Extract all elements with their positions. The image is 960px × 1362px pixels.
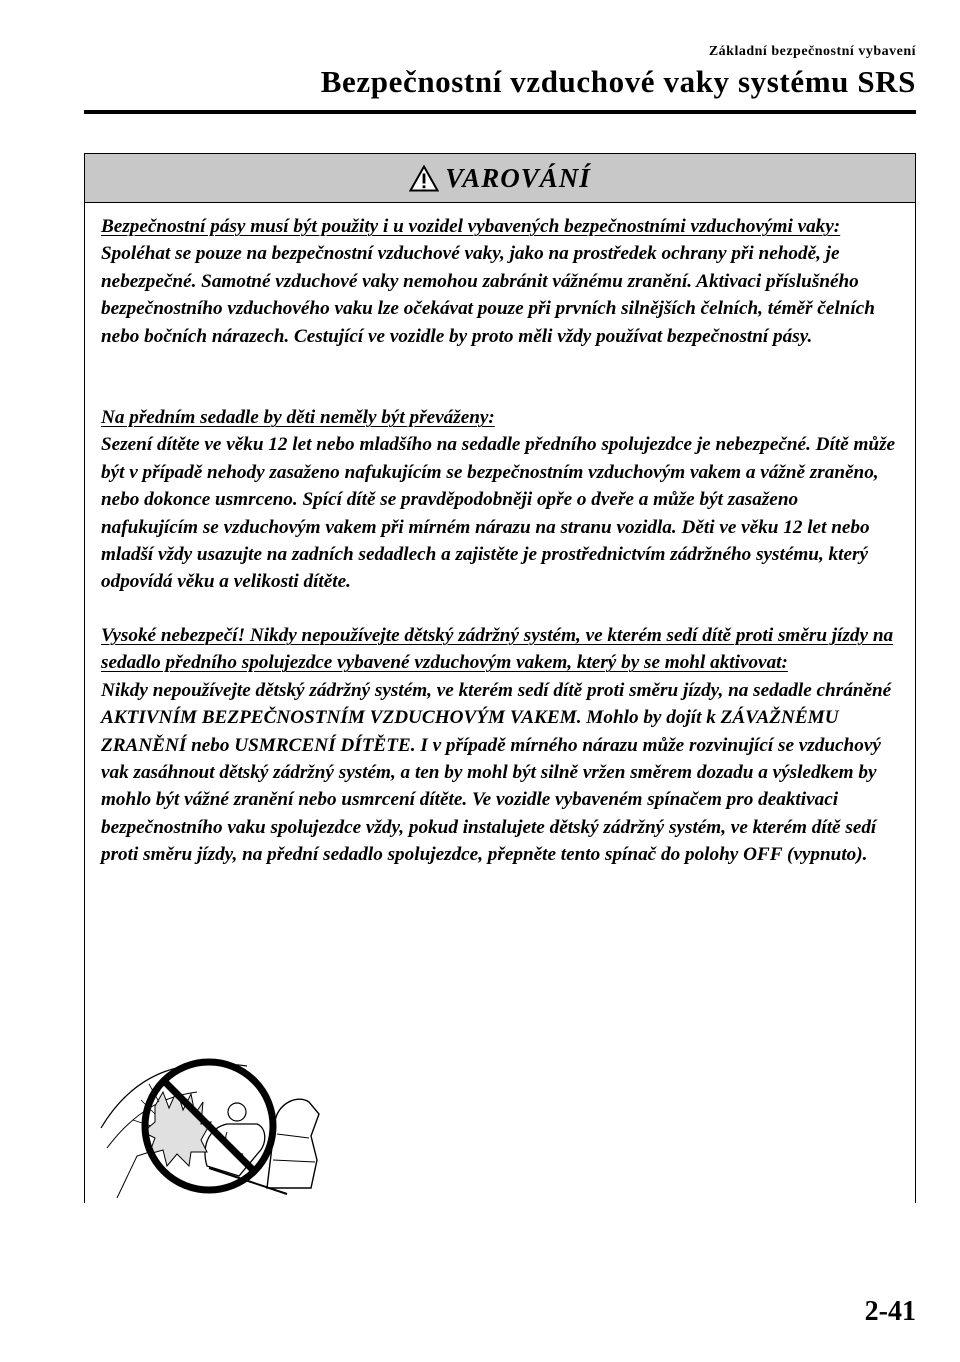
prohibited-rear-facing-child-seat-icon bbox=[97, 1048, 337, 1198]
paragraph-text: Sezení dítěte ve věku 12 let nebo mladšího na sedadle předního spolujezdce je nebezpečné. Dítě může být v případě nehody zasaženo nafukujícím se bezpečnostním vzduchovým vakem a vážně zraněno, nebo dokonce usmrceno. Spící dítě se pravděpodobněji opře o dveře a může být zasaženo nafukujícím se vzduchovým vakem při mírném nárazu na stranu vozidla. Děti ve věku 12 let nebo mladší vždy usazujte na zadních sedadlech a zajistěte je prostřednictvím zádržného systému, který odpovídá věku a velikosti dítěte. bbox=[101, 434, 896, 593]
page-number: 2-41 bbox=[864, 1296, 916, 1327]
warning-triangle-icon bbox=[409, 165, 439, 192]
page-title: Bezpečnostní vzduchové vaky systému SRS bbox=[320, 64, 916, 99]
warning-title: VAROVÁNÍ bbox=[445, 162, 591, 193]
section-label: Základní bezpečnostní vybavení bbox=[708, 44, 916, 59]
warning-box bbox=[84, 153, 916, 1203]
warning-paragraph bbox=[101, 213, 899, 350]
warning-paragraph bbox=[101, 622, 899, 869]
warning-header bbox=[85, 153, 915, 203]
paragraph-heading: Vysoké nebezpečí! Nikdy nepoužívejte dětský zádržný systém, ve kterém sedí dítě proti směru jízdy na sedadlo předního spolujezdce vybavené vzduchovým vakem, který by se mohl aktivovat: bbox=[101, 624, 894, 674]
warning-body bbox=[85, 203, 915, 869]
paragraph-text: Spoléhat se pouze na bezpečnostní vzduchové vaky, jako na prostředek ochrany při nehodě, je nebezpečné. Samotné vzduchové vaky nemohou zabránit vážnému zranění. Aktivaci příslušného bezpečnostního vzduchového vaku lze očekávat pouze při prvních silnějších čelních, téměř čelních nebo bočních nárazech. Cestující ve vozidle by proto měli vždy používat bezpečnostní pásy. bbox=[101, 243, 875, 347]
paragraph-heading: Na předním sedadle by děti neměly být převáženy: bbox=[101, 407, 495, 429]
paragraph-text: Nikdy nepoužívejte dětský zádržný systém, ve kterém sedí dítě proti směru jízdy, na sedadle chráněné AKTIVNÍM BEZPEČNOSTNÍM VZDUCHOVÝM VAKEM. Mohlo by dojít k ZÁVAŽNÉMU ZRANĚNÍ nebo USMRCENÍ DÍTĚTE. I v případě mírného nárazu může rozvinující se vzduchový vak zasáhnout dětský zádržný systém, a ten by mohl být silně vržen směrem dozadu a výsledkem by mohlo být vážné zranění nebo usmrcení dítěte. Ve vozidle vybaveném spínačem pro deaktivaci bezpečnostního vaku spolujezdce vždy, pokud instalujete dětský zádržný systém, ve kterém dítě sedí proti směru jízdy, na přední sedadlo spolujezdce, přepněte tento spínač do polohy OFF (vypnuto). bbox=[101, 679, 892, 866]
heading-rule bbox=[84, 110, 916, 114]
paragraph-heading: Bezpečnostní pásy musí být použity i u vozidel vybavených bezpečnostními vzduchovými vaky: bbox=[101, 216, 841, 237]
warning-paragraph bbox=[101, 404, 899, 596]
